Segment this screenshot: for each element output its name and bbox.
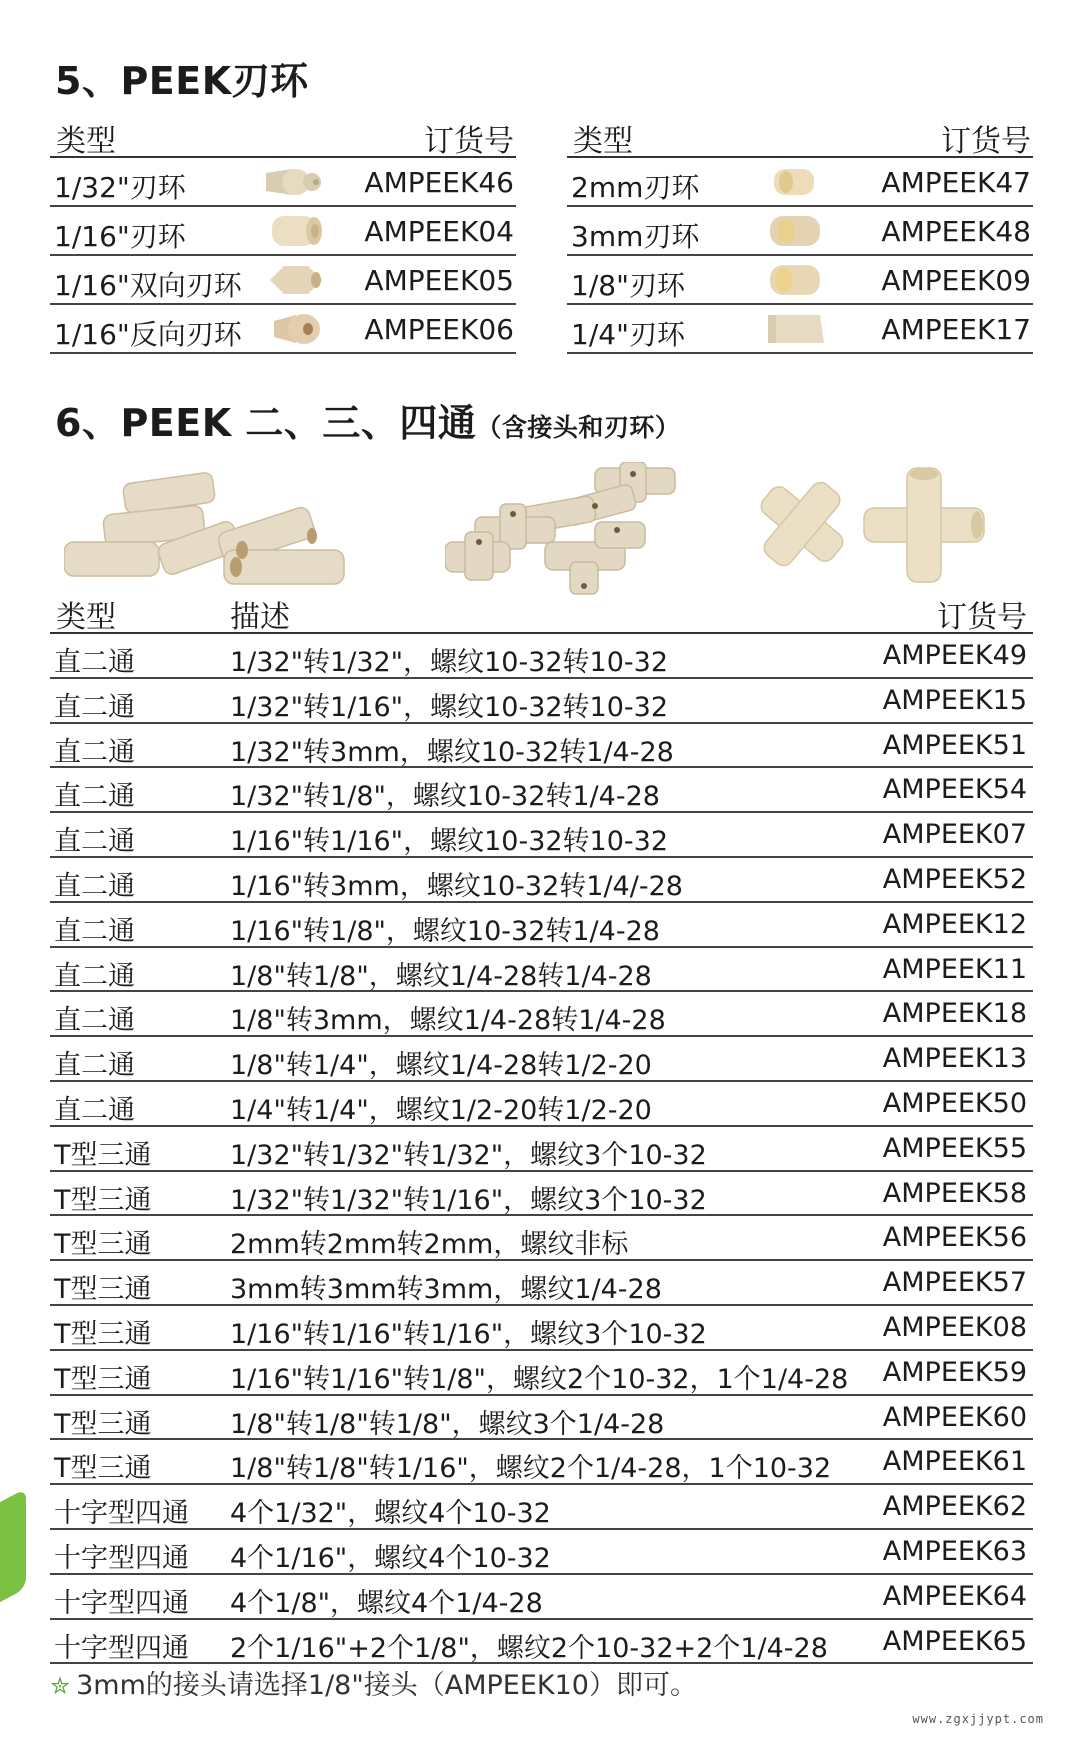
footnote-text: 3mm的接头请选择1/8"接头（AMPEEK10）即可。	[76, 1670, 697, 1701]
table-body	[50, 634, 1033, 1664]
row-type: 1/16"刃环	[54, 220, 186, 253]
header-code: 订货号	[941, 124, 1031, 159]
table-row	[50, 1261, 1033, 1306]
table-row	[50, 256, 516, 305]
row-desc: 1/32"转1/32"转1/32"，螺纹3个10-32	[230, 1139, 707, 1171]
row-type: 1/16"反向刃环	[54, 318, 242, 351]
table-row	[50, 1216, 1033, 1261]
row-code: AMPEEK08	[882, 1311, 1027, 1343]
row-code: AMPEEK50	[882, 1087, 1027, 1119]
table-row	[50, 1530, 1033, 1575]
row-desc: 4个1/32"，螺纹4个10-32	[230, 1498, 551, 1530]
row-type: 十字型四通	[54, 1498, 189, 1530]
row-type: 1/4"刃环	[571, 318, 685, 351]
row-code: AMPEEK07	[882, 819, 1027, 851]
row-desc: 1/32"转1/8"，螺纹10-32转1/4-28	[230, 781, 660, 813]
row-code: AMPEEK60	[882, 1401, 1027, 1433]
footnote	[50, 1663, 697, 1702]
row-desc: 1/16"转1/16"，螺纹10-32转10-32	[230, 826, 669, 858]
table-row	[50, 679, 1033, 724]
row-type: T型三通	[54, 1318, 152, 1350]
table-row	[567, 207, 1033, 256]
row-type: 直二通	[54, 915, 135, 947]
row-code: AMPEEK04	[364, 215, 514, 248]
header-desc: 描述	[230, 600, 290, 635]
table-row	[50, 1396, 1033, 1441]
row-code: AMPEEK56	[882, 1222, 1027, 1254]
fittings-table	[50, 588, 1033, 1664]
header-code: 订货号	[937, 600, 1027, 635]
table-row	[50, 1440, 1033, 1485]
table-header	[50, 588, 1033, 634]
table-row	[50, 858, 1033, 903]
row-desc: 1/8"转1/4"，螺纹1/4-28转1/2-20	[230, 1050, 652, 1082]
row-desc: 1/16"转1/16"转1/8"，螺纹2个10-32，1个1/4-28	[230, 1363, 849, 1395]
row-type: 1/8"刃环	[571, 269, 685, 302]
row-desc: 1/16"转1/16"转1/16"，螺纹3个10-32	[230, 1318, 707, 1350]
row-type: 直二通	[54, 736, 135, 768]
ferrule-image	[762, 165, 838, 199]
row-code: AMPEEK47	[881, 166, 1031, 199]
row-code: AMPEEK48	[881, 215, 1031, 248]
row-type: 直二通	[54, 1094, 135, 1126]
table-row	[50, 1620, 1033, 1665]
row-type: T型三通	[54, 1363, 152, 1395]
table-header	[50, 112, 516, 158]
table-row	[50, 768, 1033, 813]
row-code: AMPEEK15	[882, 684, 1027, 716]
row-type: T型三通	[54, 1139, 152, 1171]
row-code: AMPEEK18	[882, 998, 1027, 1030]
table-row	[50, 903, 1033, 948]
row-type: 直二通	[54, 781, 135, 813]
row-code: AMPEEK11	[882, 953, 1027, 985]
ferrule-image	[762, 312, 838, 346]
table-row	[567, 305, 1033, 354]
watermark: www.zgxjjypt.com	[912, 1712, 1044, 1726]
ferrule-image	[262, 214, 338, 248]
row-code: AMPEEK12	[882, 908, 1027, 940]
row-desc: 1/8"转1/8"，螺纹1/4-28转1/4-28	[230, 960, 652, 992]
row-code: AMPEEK63	[882, 1535, 1027, 1567]
row-type: 十字型四通	[54, 1587, 189, 1619]
row-type: 十字型四通	[54, 1632, 189, 1664]
table-row	[567, 158, 1033, 207]
row-type: 直二通	[54, 870, 135, 902]
table-row	[50, 1575, 1033, 1620]
crosses-image	[752, 466, 1002, 584]
row-code: AMPEEK64	[882, 1580, 1027, 1612]
row-type: 1/32"刃环	[54, 171, 186, 204]
row-code: AMPEEK06	[364, 313, 514, 346]
table-row	[50, 1127, 1033, 1172]
row-code: AMPEEK52	[882, 863, 1027, 895]
ferrule-image	[762, 214, 838, 248]
ferrule-image	[262, 263, 338, 297]
row-type: T型三通	[54, 1453, 152, 1485]
row-desc: 1/4"转1/4"，螺纹1/2-20转1/2-20	[230, 1094, 652, 1126]
row-type: T型三通	[54, 1229, 152, 1261]
row-code: AMPEEK55	[882, 1132, 1027, 1164]
row-type: T型三通	[54, 1274, 152, 1306]
header-code: 订货号	[424, 124, 514, 159]
row-type: T型三通	[54, 1408, 152, 1440]
row-desc: 1/32"转3mm，螺纹10-32转1/4-28	[230, 736, 674, 768]
table-row	[50, 992, 1033, 1037]
row-desc: 1/32"转1/32"，螺纹10-32转10-32	[230, 647, 669, 678]
star-icon: ✮	[50, 1672, 71, 1700]
row-desc: 2mm转2mm转2mm，螺纹非标	[230, 1229, 629, 1261]
ferrule-image	[262, 165, 338, 199]
header-type: 类型	[56, 600, 116, 635]
section5-title: 5、PEEK刃环	[55, 59, 309, 103]
table-row	[50, 1485, 1033, 1530]
row-type: 直二通	[54, 1050, 135, 1082]
table-row	[50, 207, 516, 256]
table-row	[50, 1306, 1033, 1351]
row-code: AMPEEK58	[882, 1177, 1027, 1209]
table-row	[50, 1172, 1033, 1217]
row-code: AMPEEK57	[882, 1267, 1027, 1299]
section6-subtitle: （含接头和刃环）	[476, 413, 681, 442]
ferrule-image	[762, 263, 838, 297]
table-row	[50, 305, 516, 354]
row-desc: 3mm转3mm转3mm，螺纹1/4-28	[230, 1274, 662, 1306]
row-code: AMPEEK17	[881, 313, 1031, 346]
row-code: AMPEEK65	[882, 1625, 1027, 1657]
table-row	[50, 158, 516, 207]
section6-title	[55, 392, 680, 447]
table-row	[50, 634, 1033, 679]
row-code: AMPEEK05	[364, 264, 514, 297]
ferrule-table-right	[567, 112, 1033, 354]
table-row	[50, 1351, 1033, 1396]
row-type: 直二通	[54, 826, 135, 858]
row-type: T型三通	[54, 1184, 152, 1216]
header-type: 类型	[56, 124, 116, 159]
header-type: 类型	[573, 124, 633, 159]
row-type: 2mm刃环	[571, 171, 700, 204]
row-type: 直二通	[54, 691, 135, 723]
row-code: AMPEEK13	[882, 1043, 1027, 1075]
table-header	[567, 112, 1033, 158]
decorative-green-tab	[0, 1488, 26, 1611]
row-code: AMPEEK61	[882, 1446, 1027, 1478]
table-row	[50, 724, 1033, 769]
row-code: AMPEEK49	[882, 640, 1027, 671]
row-code: AMPEEK46	[364, 166, 514, 199]
row-code: AMPEEK62	[882, 1491, 1027, 1523]
ferrule-image	[262, 312, 338, 346]
row-desc: 2个1/16"+2个1/8"，螺纹2个10-32+2个1/4-28	[230, 1632, 828, 1664]
row-code: AMPEEK54	[882, 774, 1027, 806]
row-desc: 1/8"转1/8"转1/16"，螺纹2个1/4-28，1个10-32	[230, 1453, 832, 1485]
row-desc: 1/8"转1/8"转1/8"，螺纹3个1/4-28	[230, 1408, 665, 1440]
row-type: 直二通	[54, 960, 135, 992]
row-code: AMPEEK09	[881, 264, 1031, 297]
row-type: 直二通	[54, 647, 135, 678]
table-row	[50, 1082, 1033, 1127]
table-row	[50, 948, 1033, 993]
row-desc: 1/8"转3mm，螺纹1/4-28转1/4-28	[230, 1005, 666, 1037]
row-type: 3mm刃环	[571, 220, 700, 253]
row-desc: 1/16"转3mm，螺纹10-32转1/4/-28	[230, 870, 683, 902]
row-code: AMPEEK51	[882, 729, 1027, 761]
row-desc: 1/16"转1/8"，螺纹10-32转1/4-28	[230, 915, 660, 947]
section6-title-text: 6、PEEK 二、三、四通	[55, 401, 477, 445]
row-code: AMPEEK59	[882, 1356, 1027, 1388]
row-desc: 4个1/16"，螺纹4个10-32	[230, 1542, 551, 1574]
row-desc: 4个1/8"，螺纹4个1/4-28	[230, 1587, 543, 1619]
row-desc: 1/32"转1/32"转1/16"，螺纹3个10-32	[230, 1184, 707, 1216]
row-type: 直二通	[54, 1005, 135, 1037]
ferrule-table-left	[50, 112, 516, 354]
table-row	[50, 813, 1033, 858]
row-type: 十字型四通	[54, 1542, 189, 1574]
row-type: 1/16"双向刃环	[54, 269, 242, 302]
tees-image	[445, 462, 690, 597]
row-desc: 1/32"转1/16"，螺纹10-32转10-32	[230, 691, 669, 723]
table-row	[50, 1037, 1033, 1082]
unions-image	[64, 470, 364, 590]
table-row	[567, 256, 1033, 305]
